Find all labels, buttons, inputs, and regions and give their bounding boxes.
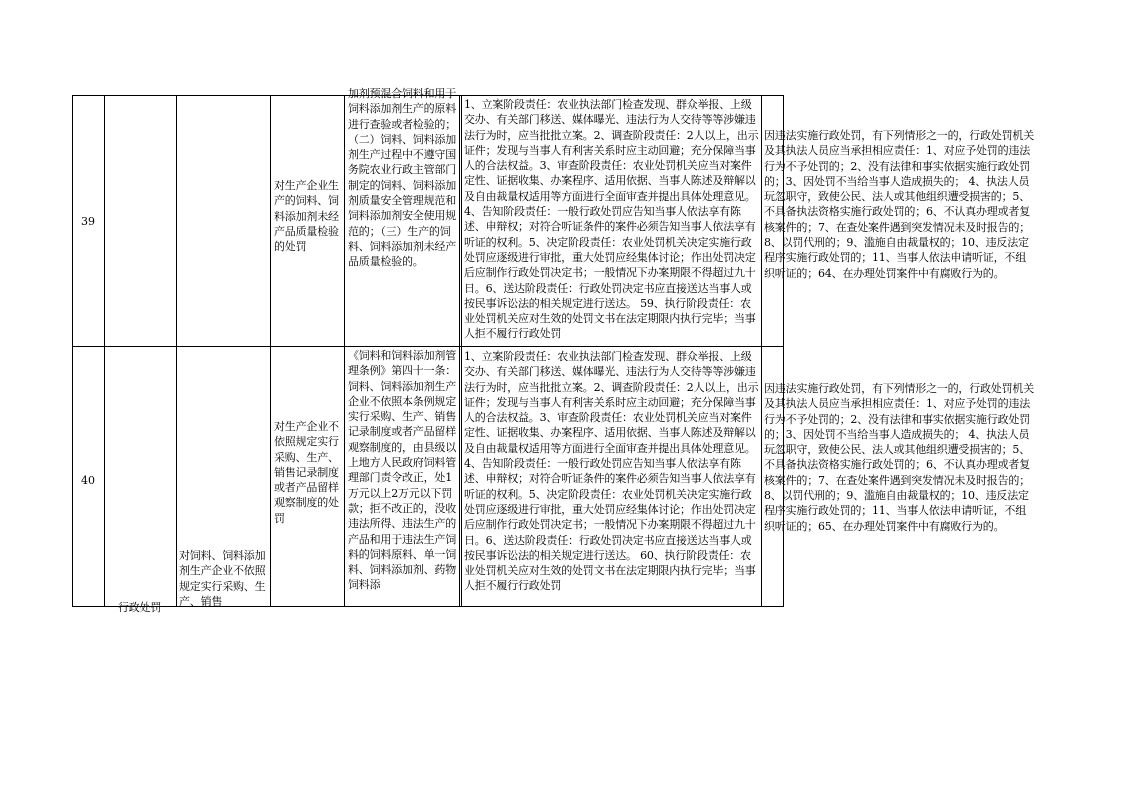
col-border — [104, 95, 105, 607]
col-border — [176, 95, 177, 607]
category-overflow-cell: 对饲料、饲料添加剂生产企业不依照规定实行采购、生产、销售 — [179, 549, 266, 608]
col-border — [344, 95, 345, 607]
item-name-cell: 对生产企业生产的饲料、饲料添加剂未经产品质量检验的处罚 — [274, 179, 339, 254]
item-name-cell: 对生产企业不依照规定实行采购、生产、销售记录制度或者产品留样观察制度的处罚 — [274, 420, 339, 525]
type-overflow-cell: 行政处罚 — [118, 601, 162, 614]
col-border — [72, 95, 73, 607]
legal-basis-cell: 《饲料和饲料添加剂管理条例》第四十一条：饲料、饲料添加剂生产企业不依照本条例规定实行采购、生产、销售记录制度或者产品留样观察制度的，由县级以上地方人民政府饲料管理部门责令改正，处1万元以上2万元以下罚款；拒不改正的，没收违法所得、违法生产的产品和用于违法生产饲料的饲料原料、单一饲料、饲料添加剂、药物饲料添 — [348, 349, 456, 592]
legal-basis-cell: 加剂预混合饲料和用于饲料添加剂生产的原料进行查验或者检验的；（二）饲料、饲料添加剂生产过程中不遵守国务院农业行政主管部门制定的饲料、饲料添加剂质量安全管理规范和饲料添加剂安全使用规范的；（三）生产的饲料、饲料添加剂未经产品质量检验的。 — [348, 87, 456, 269]
row-number: 39 — [81, 215, 95, 228]
accountability-cell: 因违法实施行政处罚，有下列情形之一的，行政处罚机关及其执法人员应当承担相应责任：1、对应予处罚的违法行为不予处罚的；2、没有法律和事实依据实施行政处罚的；3、因处罚不当给当事人造成损失的； 4、执法人员玩忽职守，致使公民、法人或其他组织遭受损害的；5、不具备执法资格实施行政处罚的；6、不认真办理或者复核案件的；7、在查处案件遇到突发情况未及时报告的；8、以罚代刑的；9、滥施自由裁量权的；10、违反法定程序实施行政处罚的；11、当事人依法申请听证，不组织听证的；64、在办理处罚案件中有腐败行为的。 — [764, 129, 1034, 280]
row-number: 40 — [81, 474, 95, 487]
accountability-cell: 因违法实施行政处罚，有下列情形之一的，行政处罚机关及其执法人员应当承担相应责任：1、对应予处罚的违法行为不予处罚的；2、没有法律和事实依据实施行政处罚的；3、因处罚不当给当事人造成损失的； 4、执法人员玩忽职守，致使公民、法人或其他组织遭受损害的；5、不具备执法资格实施行政处罚的；6、不认真办理或者复核案件的；7、在查处案件遇到突发情况未及时报告的；8、以罚代刑的；9、滥施自由裁量权的；10、违反法定程序实施行政处罚的；11、当事人依法申请听证，不组织听证的；65、在办理处罚案件中有腐败行为的。 — [764, 382, 1034, 533]
responsibility-cell: 1、立案阶段责任：农业执法部门检查发现、群众举报、上级交办、有关部门移送、媒体曝光、违法行为人交待等等涉嫌违法行为时，应当批批立案。2、调查阶段责任：2人以上，出示证件；发现与当事人有利害关系时应主动回避；充分保障当事人的合法权益。3、审查阶段责任：农业处罚机关应当对案件定性、证据收集、办案程序、适用依据、当事人陈述及辩解以及自由裁量权适用等方面进行全面审查并提出具体处理意见。4、告知阶段责任：一般行政处罚应告知当事人依法享有陈述、申辩权；对符合听证条件的案件必须告知当事人依法享有听证的权利。5、决定阶段责任：农业处罚机关决定实施行政处罚应逐级进行审批，重大处罚应经集体讨论；作出处罚决定后应制作行政处罚决定书；一般情况下办案期限不得超过九十日。6、送达阶段责任：行政处罚决定书应直接送达当事人或按民事诉讼法的相关规定进行送达。 59、执行阶段责任：农业处罚机关应对生效的处罚文书在法定期限内执行完毕；当事人拒不履行行政处罚 — [464, 98, 759, 341]
responsibility-cell: 1、立案阶段责任：农业执法部门检查发现、群众举报、上级交办、有关部门移送、媒体曝光、违法行为人交待等等涉嫌违法行为时，应当批批立案。2、调查阶段责任：2人以上，出示证件；发现与当事人有利害关系时应主动回避；充分保障当事人的合法权益。3、审查阶段责任：农业处罚机关应当对案件定性、证据收集、办案程序、适用依据、当事人陈述及辩解以及自由裁量权适用等方面进行全面审查并提出具体处理意见。4、告知阶段责任：一般行政处罚应告知当事人依法享有陈述、申辩权；对符合听证条件的案件必须告知当事人依法享有听证的权利。5、决定阶段责任：农业处罚机关决定实施行政处罚应逐级进行审批，重大处罚应经集体讨论；作出处罚决定后应制作行政处罚决定书；一般情况下办案期限不得超过九十日。6、送达阶段责任：行政处罚决定书应直接送达当事人或按民事诉讼法的相关规定进行送达。 60、执行阶段责任：农业处罚机关应对生效的处罚文书在法定期限内执行完毕；当事人拒不履行行政处罚 — [464, 350, 759, 593]
col-border — [761, 95, 762, 607]
col-border — [461, 95, 462, 607]
row-divider — [72, 346, 784, 347]
col-border — [459, 95, 460, 607]
col-border — [270, 95, 271, 607]
